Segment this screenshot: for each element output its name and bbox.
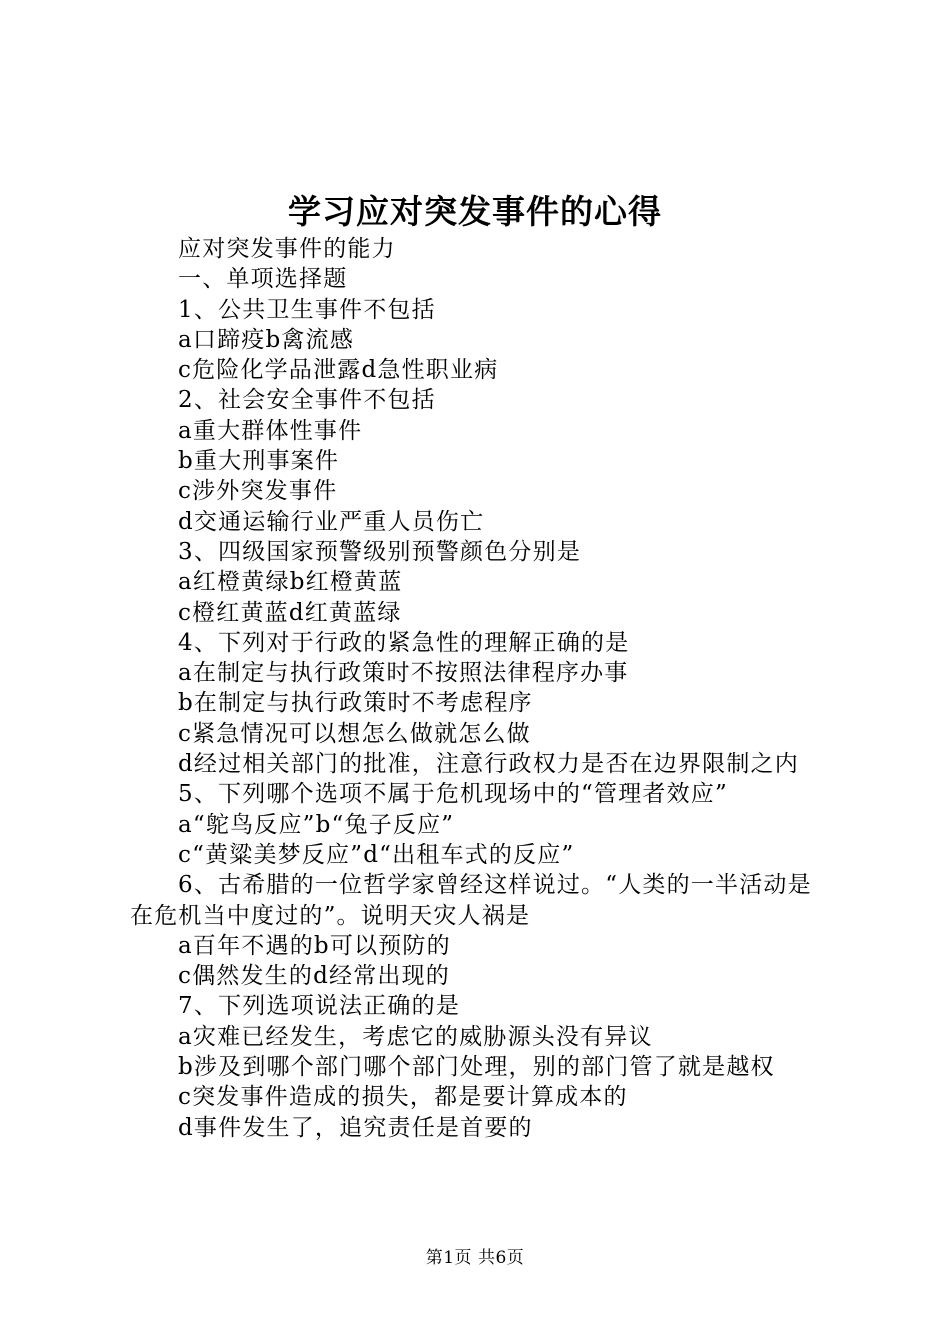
option-line: a在制定与执行政策时不按照法律程序办事 (178, 660, 629, 687)
question-1: 1、公共卫生事件不包括 (178, 296, 436, 323)
question-3: 3、四级国家预警级别预警颜色分别是 (178, 538, 582, 565)
question-7: 7、下列选项说法正确的是 (178, 993, 461, 1020)
option-line: c涉外突发事件 (178, 478, 338, 505)
page-footer: 第1页 共6页 (425, 1248, 525, 1268)
text-line: 应对突发事件的能力 (178, 236, 396, 262)
document-body (130, 234, 835, 1143)
option-line: a灾难已经发生，考虑它的威胁源头没有异议 (178, 1023, 653, 1050)
option-line: a百年不遇的b可以预防的 (178, 932, 451, 959)
option-line: a重大群体性事件 (178, 417, 363, 444)
document-title: 学习应对突发事件的心得 (288, 192, 662, 231)
option-paragraph: d经过相关部门的批准，注意行政权力是否在边界限制之内 (178, 751, 799, 778)
option-line: d事件发生了，追究责任是首要的 (178, 1114, 533, 1141)
section-heading: 一、单项选择题 (178, 266, 348, 293)
option-line: a“鸵鸟反应”b“兔子反应” (178, 811, 455, 838)
option-line: c“黄粱美梦反应”d“出租车式的反应” (178, 841, 575, 868)
option-line: b涉及到哪个部门哪个部门处理，别的部门管了就是越权 (178, 1054, 775, 1081)
option-line: c危险化学品泄露d急性职业病 (178, 357, 499, 384)
question-6: 6、古希腊的一位哲学家曾经这样说过。“人类的一半活动是在危机当中度过的”。说明天灾人祸是 (130, 872, 812, 929)
option-line: c突发事件造成的损失，都是要计算成本的 (178, 1084, 628, 1111)
question-5: 5、下列哪个选项不属于危机现场中的“管理者效应” (178, 781, 728, 808)
option-line: a红橙黄绿b红橙黄蓝 (178, 569, 403, 596)
option-line: c橙红黄蓝d红黄蓝绿 (178, 599, 402, 626)
option-line: c偶然发生的d经常出现的 (178, 963, 451, 990)
option-line: c紧急情况可以想怎么做就怎么做 (178, 720, 531, 747)
option-line: b重大刑事案件 (178, 448, 340, 475)
question-2: 2、社会安全事件不包括 (178, 387, 436, 414)
option-line: a口蹄疫b禽流感 (178, 326, 355, 353)
option-line: d交通运输行业严重人员伤亡 (178, 508, 485, 535)
option-line: b在制定与执行政策时不考虑程序 (178, 690, 533, 717)
question-4: 4、下列对于行政的紧急性的理解正确的是 (178, 629, 630, 656)
